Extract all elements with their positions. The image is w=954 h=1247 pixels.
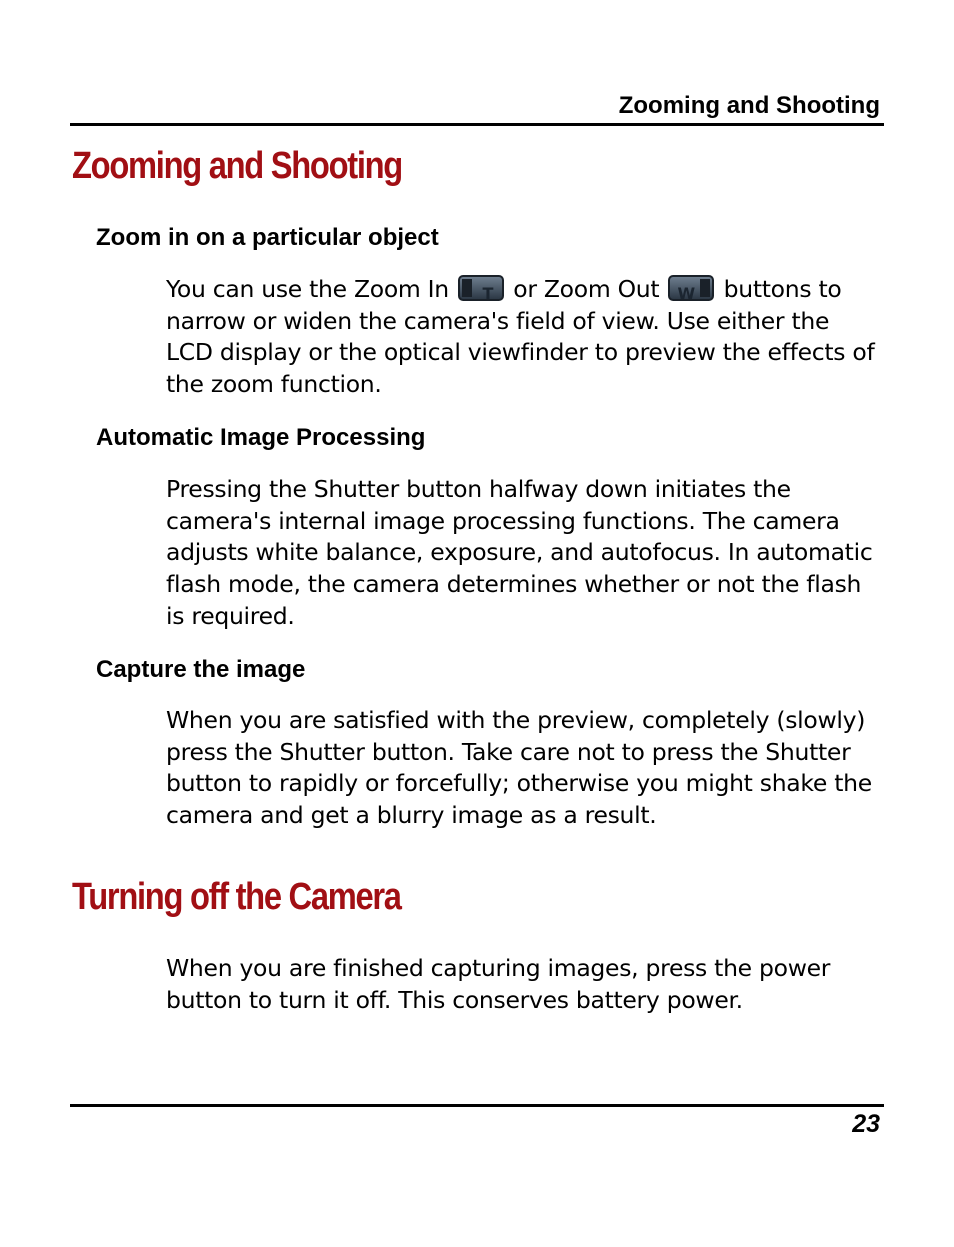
section-title-turning-off: Turning off the Camera bbox=[72, 876, 401, 918]
zoom-out-button-icon bbox=[668, 275, 714, 301]
running-header: Zooming and Shooting bbox=[618, 92, 880, 119]
paragraph-turning-off: When you are finished capturing images, press the power button to turn it off. This conserves battery power. bbox=[166, 954, 831, 1014]
zoom-text-1: You can use the Zoom In bbox=[166, 275, 449, 303]
footer-rule bbox=[70, 1104, 884, 1107]
zoom-in-button-icon bbox=[458, 275, 504, 301]
paragraph-auto-processing: Pressing the Shutter button halfway down initiates the camera's internal image processing functions. The camera adjusts white balance, exposure, and autofocus. In automatic flash mode, the camera determines whether or not the flash is required. bbox=[166, 475, 873, 630]
zoom-text-3: buttons to narrow or widen the camera's field of view. Use either the LCD display or the optical viewfinder to preview the effects of the zoom function. bbox=[166, 275, 875, 399]
zoom-text-2: or Zoom Out bbox=[513, 275, 660, 303]
header-rule bbox=[70, 123, 884, 126]
section-title-zooming: Zooming and Shooting bbox=[72, 145, 402, 187]
paragraph-zoom bbox=[166, 274, 882, 401]
zoom-out-key-label: W bbox=[677, 284, 695, 303]
subheading-auto-processing: Automatic Image Processing bbox=[96, 424, 426, 451]
subheading-zoom: Zoom in on a particular object bbox=[96, 224, 439, 251]
subheading-capture: Capture the image bbox=[96, 656, 306, 683]
paragraph-capture: When you are satisfied with the preview, completely (slowly) press the Shutter button. Take care not to press the Shutter button to rapidly or forcefully; otherwise you might shake the camera and get a blurry image as a result. bbox=[166, 706, 872, 830]
page-number: 23 bbox=[852, 1110, 880, 1138]
zoom-in-key-label: T bbox=[482, 284, 494, 303]
